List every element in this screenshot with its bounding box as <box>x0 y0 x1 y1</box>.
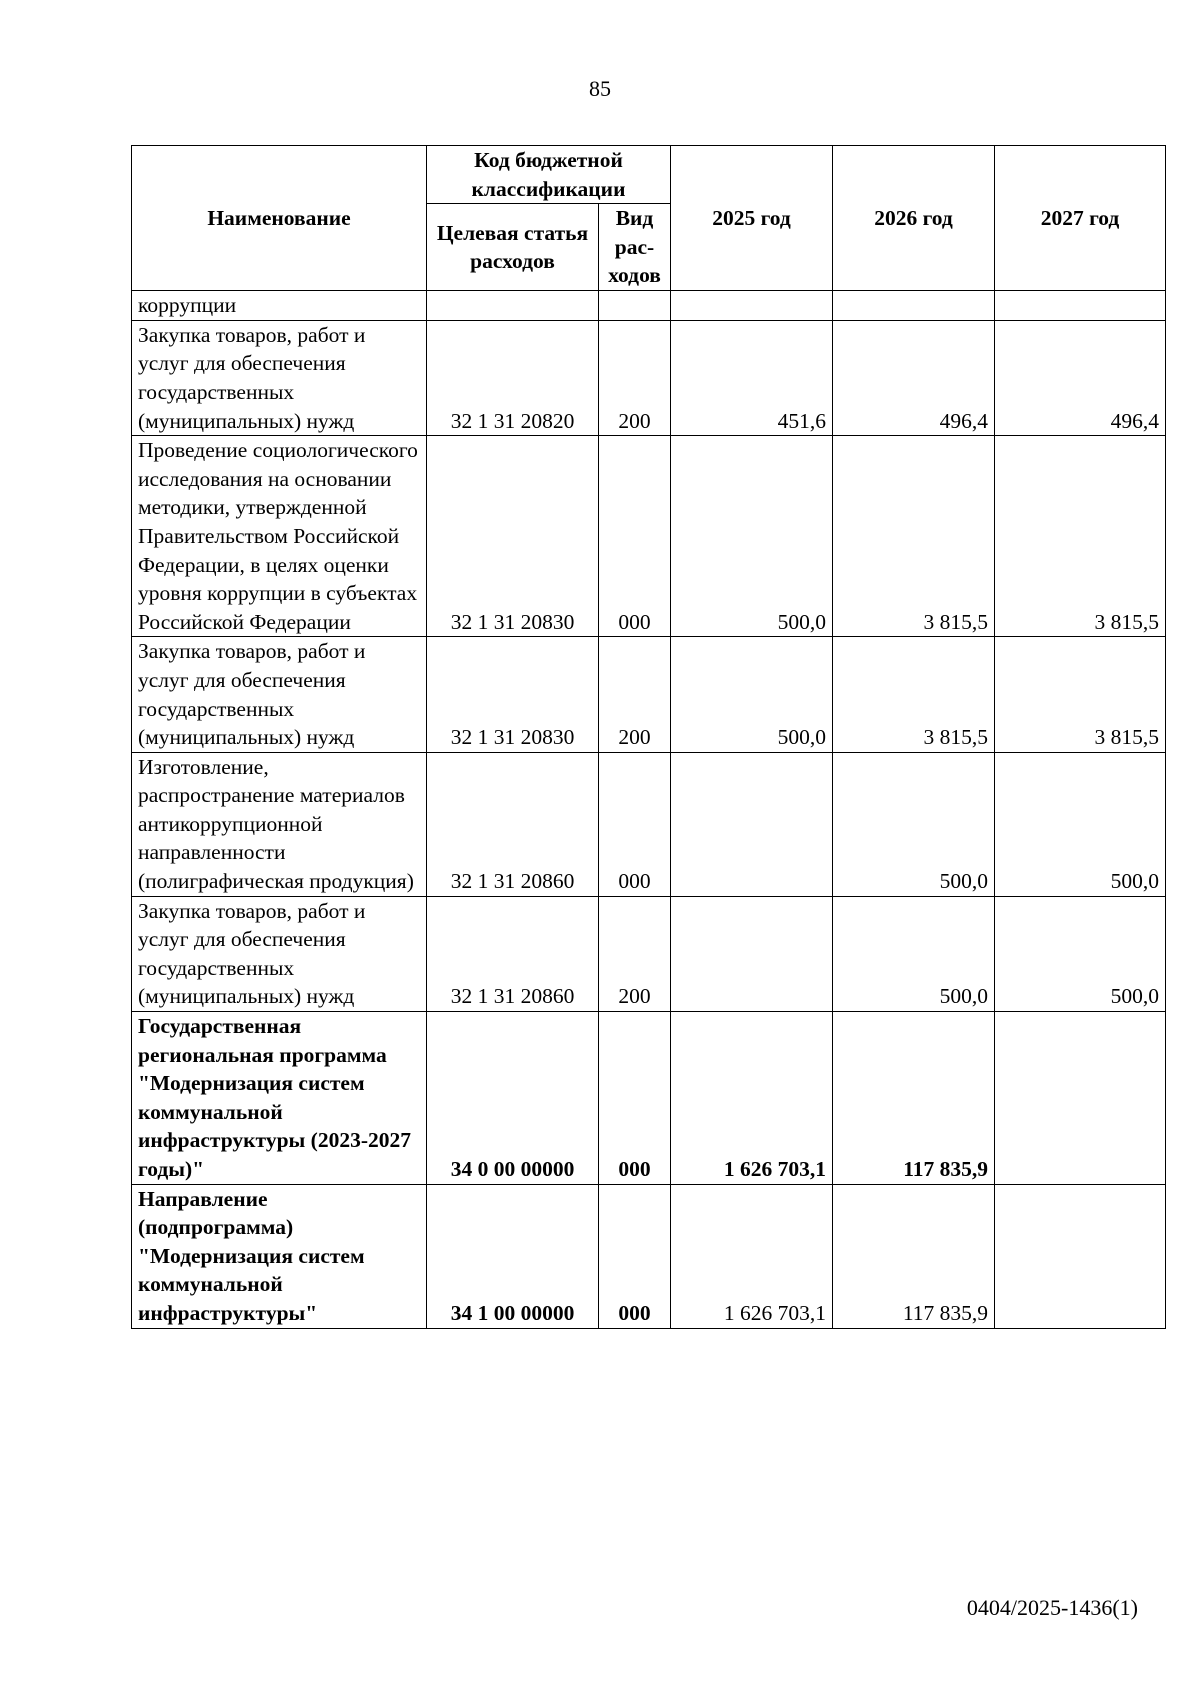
row-name: Направление (подпрограмма) "Модернизация систем коммунальной инфраструктуры" <box>132 1184 427 1328</box>
row-value-2027: 500,0 <box>995 896 1166 1011</box>
row-value-2026: 500,0 <box>833 896 995 1011</box>
row-expense-type: 000 <box>599 752 671 896</box>
row-value-2026: 500,0 <box>833 752 995 896</box>
row-expense-type: 000 <box>599 436 671 637</box>
page-number: 85 <box>589 76 611 101</box>
header-2026: 2026 год <box>833 146 995 291</box>
row-expense-type: 200 <box>599 637 671 752</box>
row-value-2027: 500,0 <box>995 752 1166 896</box>
row-value-2025: 451,6 <box>671 320 833 435</box>
row-value-2026 <box>833 291 995 321</box>
row-expense-type: 200 <box>599 320 671 435</box>
row-expense-type <box>599 291 671 321</box>
row-name: Государственная региональная программа "Модернизация систем коммунальной инфраструктуры (2023-2027 годы)" <box>132 1012 427 1185</box>
header-kbk-group: Код бюджетной классификации <box>427 146 671 204</box>
row-name: Закупка товаров, работ и услуг для обеспечения государственных (муниципальных) нужд <box>132 637 427 752</box>
table-row <box>132 320 1166 435</box>
row-expense-type: 000 <box>599 1184 671 1328</box>
row-target-code: 34 1 00 00000 <box>427 1184 599 1328</box>
row-value-2026: 496,4 <box>833 320 995 435</box>
row-value-2025: 1 626 703,1 <box>671 1184 833 1328</box>
row-name: Закупка товаров, работ и услуг для обеспечения государственных (муниципальных) нужд <box>132 320 427 435</box>
table-row <box>132 1184 1166 1328</box>
row-value-2026: 117 835,9 <box>833 1184 995 1328</box>
header-target-article: Целевая статья расходов <box>427 204 599 291</box>
header-2025: 2025 год <box>671 146 833 291</box>
row-target-code <box>427 291 599 321</box>
header-expense-type: Вид рас-ходов <box>599 204 671 291</box>
row-name: Проведение социологического исследования на основании методики, утвержденной Правительством Российской Федерации, в целях оценки уровня коррупции в субъектах Российской Федерации <box>132 436 427 637</box>
row-target-code: 32 1 31 20860 <box>427 896 599 1011</box>
table-row <box>132 1012 1166 1185</box>
header-name: Наименование <box>132 146 427 291</box>
row-target-code: 34 0 00 00000 <box>427 1012 599 1185</box>
row-value-2026: 3 815,5 <box>833 637 995 752</box>
table-header <box>132 146 1166 291</box>
row-value-2027: 3 815,5 <box>995 637 1166 752</box>
row-expense-type: 200 <box>599 896 671 1011</box>
row-target-code: 32 1 31 20860 <box>427 752 599 896</box>
row-value-2025 <box>671 752 833 896</box>
table-row <box>132 752 1166 896</box>
row-value-2027 <box>995 1012 1166 1185</box>
row-value-2026: 117 835,9 <box>833 1012 995 1185</box>
table-body <box>132 291 1166 1328</box>
table-row <box>132 896 1166 1011</box>
budget-table <box>131 145 1166 1329</box>
table-row <box>132 637 1166 752</box>
row-name: Изготовление, распространение материалов антикоррупционной направленности (полиграфическая продукция) <box>132 752 427 896</box>
table-row <box>132 291 1166 321</box>
row-value-2027 <box>995 1184 1166 1328</box>
document-code: 0404/2025-1436(1) <box>966 1595 1138 1620</box>
row-expense-type: 000 <box>599 1012 671 1185</box>
row-value-2025: 1 626 703,1 <box>671 1012 833 1185</box>
row-target-code: 32 1 31 20820 <box>427 320 599 435</box>
row-name: Закупка товаров, работ и услуг для обеспечения государственных (муниципальных) нужд <box>132 896 427 1011</box>
row-value-2027: 496,4 <box>995 320 1166 435</box>
row-value-2025 <box>671 896 833 1011</box>
row-value-2026: 3 815,5 <box>833 436 995 637</box>
row-name: коррупции <box>132 291 427 321</box>
row-value-2025: 500,0 <box>671 436 833 637</box>
header-2027: 2027 год <box>995 146 1166 291</box>
row-value-2025: 500,0 <box>671 637 833 752</box>
row-value-2027 <box>995 291 1166 321</box>
table-row <box>132 436 1166 637</box>
row-value-2027: 3 815,5 <box>995 436 1166 637</box>
row-target-code: 32 1 31 20830 <box>427 436 599 637</box>
row-target-code: 32 1 31 20830 <box>427 637 599 752</box>
row-value-2025 <box>671 291 833 321</box>
